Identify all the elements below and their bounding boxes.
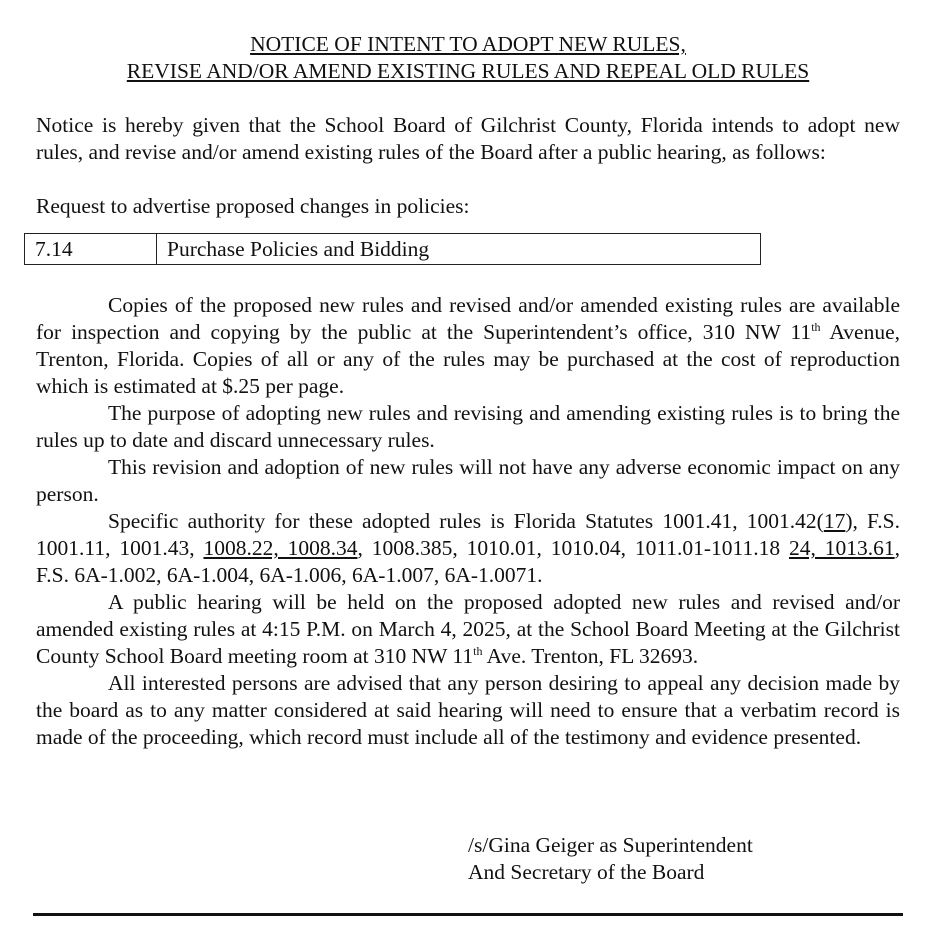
notice-title-line-1: NOTICE OF INTENT TO ADOPT NEW RULES, <box>250 32 686 56</box>
policy-table <box>24 233 761 265</box>
intro-paragraph: Notice is hereby given that the School Board of Gilchrist County, Florida intends to adopt new rules, and revise and/or amend existing rules of the Board after a public hearing, as follows: <box>36 113 900 164</box>
appeal-paragraph: All interested persons are advised that any person desiring to appeal any decision made by the board as to any matter considered at said hearing will need to ensure that a verbatim record is made of the proceeding, which record must include all of the testimony and evidence presented. <box>36 671 900 749</box>
policy-title: Purchase Policies and Bidding <box>157 234 761 265</box>
bottom-divider <box>33 913 903 916</box>
statute-link-1008: 1008.22, 1008.34 <box>203 536 358 560</box>
signature-line-1: /s/Gina Geiger as Superintendent <box>468 833 753 857</box>
request-line: Request to advertise proposed changes in policies: <box>36 194 470 218</box>
impact-paragraph: This revision and adoption of new rules will not have any adverse economic impact on any person. <box>36 455 900 506</box>
statute-link-17: 17 <box>823 509 846 533</box>
table-row <box>25 234 761 265</box>
purpose-paragraph: The purpose of adopting new rules and revising and amending existing rules is to bring the rules up to date and discard unnecessary rules. <box>36 401 900 452</box>
policy-number: 7.14 <box>25 234 157 265</box>
statute-link-1013: 24, 1013.61 <box>789 536 895 560</box>
signature-line-2: And Secretary of the Board <box>468 860 705 884</box>
hearing-paragraph: A public hearing will be held on the proposed adopted new rules and revised and/or amended existing rules at 4:15 P.M. on March 4, 2025, at the School Board Meeting at the Gilchrist County School Board meeting room at 310 NW 11th Ave. Trenton, FL 32693. <box>36 590 900 668</box>
notice-title-line-2: REVISE AND/OR AMEND EXISTING RULES AND REPEAL OLD RULES <box>126 59 810 83</box>
copies-paragraph: Copies of the proposed new rules and revised and/or amended existing rules are available for inspection and copying by the public at the Superintendent’s office, 310 NW 11th Avenue, Trenton, Florida. Copies of all or any of the rules may be purchased at the cost of reproduction which is estimated at $.25 per page. <box>36 293 900 398</box>
authority-paragraph: Specific authority for these adopted rules is Florida Statutes 1001.41, 1001.42(17), F.S. 1001.11, 1001.43, 1008.22, 1008.34, 1008.385, 1010.01, 1010.04, 1011.01-1011.18 24, 1013.61, F.S. 6A-1.002, 6A-1.004, 6A-1.006, 6A-1.007, 6A-1.0071. <box>36 509 900 587</box>
